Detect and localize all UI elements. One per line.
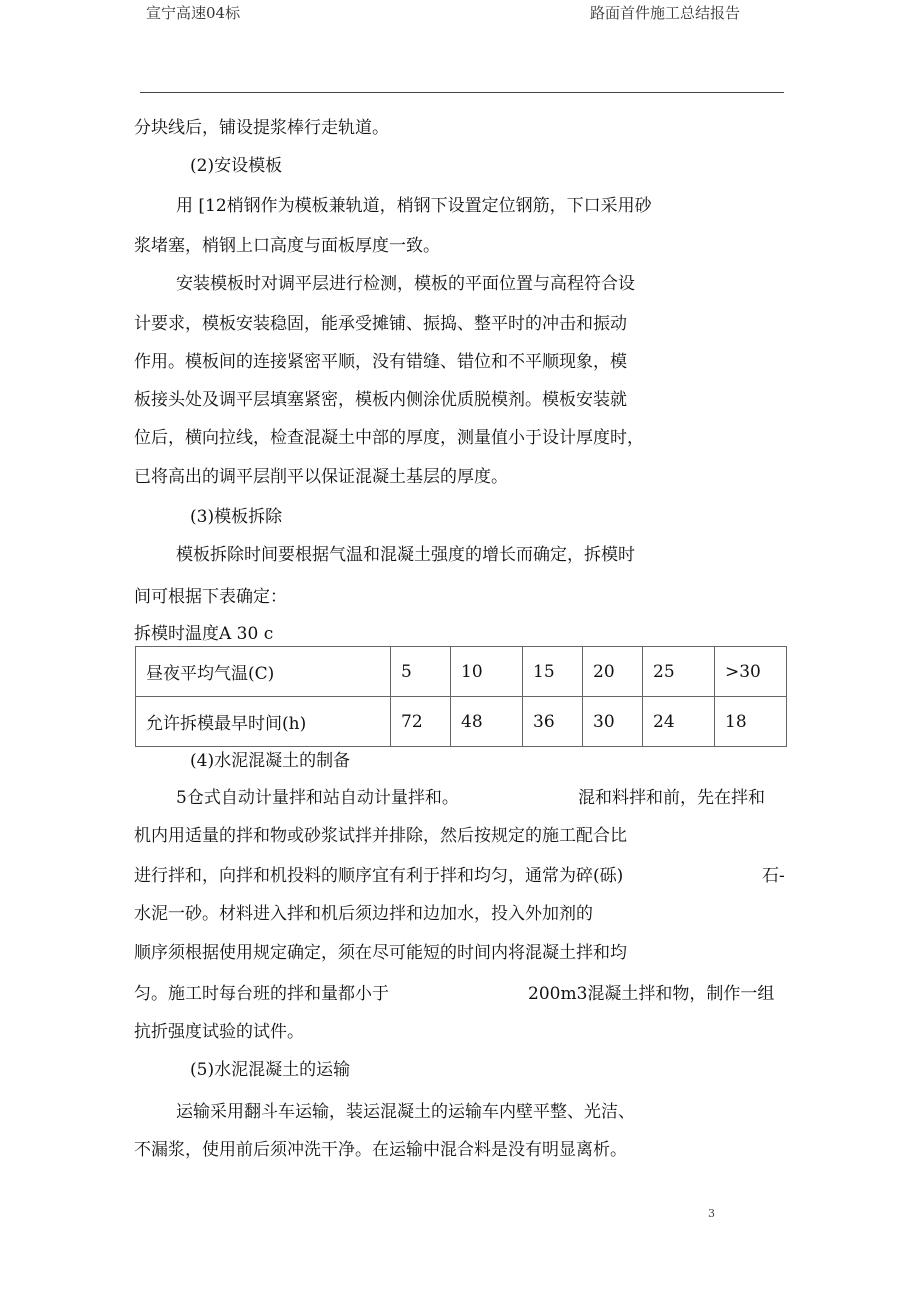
text-line: 运输采用翻斗车运输，装运混凝土的运输车内壁平整、光洁、 [176, 1102, 635, 1122]
text-line: 板接头处及调平层填塞紧密，模板内侧涂优质脱模剂。模板安装就 [134, 390, 627, 410]
header-right: 路面首件施工总结报告 [590, 4, 741, 22]
table-cell: 15 [523, 647, 583, 697]
table-cell: 48 [451, 697, 523, 747]
text-line: 不漏浆，使用前后须冲洗干净。在运输中混合料是没有明显离析。 [134, 1140, 627, 1160]
text-line: 匀。施工时每台班的拌和量都小于 [134, 984, 389, 1004]
section-heading: (2)安设模板 [190, 156, 283, 176]
formwork-removal-table [135, 646, 787, 747]
text-line: 抗折强度试验的试件。 [134, 1022, 304, 1042]
table-cell: 25 [643, 647, 715, 697]
text-line: 200m3混凝土拌和物，制作一组 [528, 984, 775, 1004]
text-line: 已将高出的调平层削平以保证混凝土基层的厚度。 [134, 467, 508, 487]
text-line: 作用。模板间的连接紧密平顺，没有错缝、错位和不平顺现象，模 [134, 352, 627, 372]
text-line: 石- [762, 866, 785, 886]
text-line: 用 [12梢钢作为模板兼轨道，梢钢下设置定位钢筋，下口采用砂 [176, 196, 652, 216]
text-line: 模板拆除时间要根据气温和混凝土强度的增长而确定，拆模时 [176, 545, 635, 565]
table-cell: 5 [391, 647, 451, 697]
table-cell: 20 [583, 647, 643, 697]
text-line: 位后，横向拉线，检查混凝土中部的厚度，测量值小于设计厚度时， [134, 428, 644, 448]
table-cell: 30 [583, 697, 643, 747]
text-line: 安装模板时对调平层进行检测，模板的平面位置与高程符合设 [176, 274, 635, 294]
table-cell: 24 [643, 697, 715, 747]
text-line: 计要求，模板安装稳固，能承受摊铺、振捣、整平时的冲击和振动 [134, 314, 627, 334]
table-cell: 36 [523, 697, 583, 747]
text-line: 水泥一砂。材料进入拌和机后须边拌和边加水，投入外加剂的 [134, 904, 593, 924]
table-cell: 18 [715, 697, 787, 747]
text-line: 浆堵塞，梢钢上口高度与面板厚度一致。 [134, 236, 440, 256]
table-cell: >30 [715, 647, 787, 697]
table-caption: 拆模时温度A 30 c [134, 624, 274, 644]
section-heading: (3)模板拆除 [190, 507, 283, 527]
page-number: 3 [708, 1207, 715, 1220]
text-line: 5仓式自动计量拌和站自动计量拌和。 [176, 788, 459, 808]
text-line: 间可根据下表确定： [134, 587, 287, 607]
text-line: 进行拌和，向拌和机投料的顺序宜有利于拌和均匀，通常为碎(砾) [134, 866, 624, 886]
text-line: 机内用适量的拌和物或砂浆试拌并排除，然后按规定的施工配合比 [134, 826, 627, 846]
header-rule [140, 92, 784, 93]
table-cell: 72 [391, 697, 451, 747]
section-heading: (4)水泥混凝土的制备 [190, 751, 351, 771]
text-line: 混和料拌和前，先在拌和 [578, 788, 765, 808]
table-header-cell: 昼夜平均气温(C) [136, 647, 391, 697]
text-line: 分块线后，铺设提浆棒行走轨道。 [134, 118, 389, 138]
table-row [136, 647, 787, 697]
section-heading: (5)水泥混凝土的运输 [190, 1060, 351, 1080]
text-line: 顺序须根据使用规定确定，须在尽可能短的时间内将混凝土拌和均 [134, 943, 627, 963]
table-header-cell: 允许拆模最早时间(h) [136, 697, 391, 747]
table-cell: 10 [451, 647, 523, 697]
table-row [136, 697, 787, 747]
header-left: 宣宁高速04标 [146, 4, 241, 22]
